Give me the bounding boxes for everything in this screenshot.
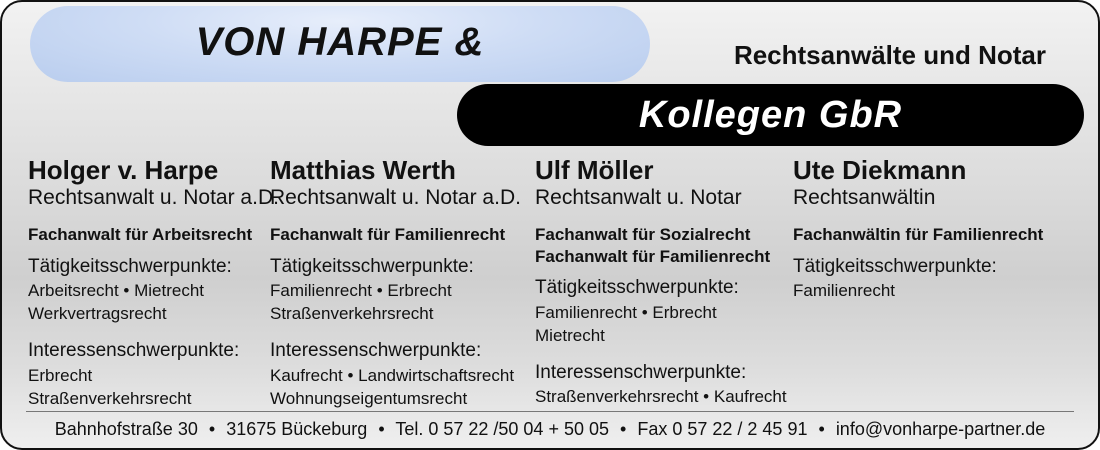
focus-item: Werkvertragsrecht (28, 304, 167, 324)
focus-list (535, 302, 787, 348)
footer-separator: • (208, 419, 216, 439)
focus-list (28, 280, 264, 326)
focus-item: Familienrecht (793, 281, 896, 301)
lawyer-role: Rechtsanwalt u. Notar (535, 186, 742, 210)
lawyer-specialties (535, 224, 787, 267)
lawyer-specialties (270, 224, 529, 245)
lawyer-specialty: Fachanwalt für Arbeitsrecht (28, 225, 253, 245)
interest-item: Straßenverkehrsrecht • Kaufrecht (535, 387, 787, 407)
ad-header (2, 2, 1098, 152)
contact-footer (26, 411, 1074, 440)
footer-fax: Fax 0 57 22 / 2 45 91 (637, 419, 808, 439)
focus-item: Familienrecht • Erbrecht (270, 281, 452, 301)
lawyer-card (2, 155, 279, 409)
focus-title: Tätigkeitsschwerpunkte: (28, 255, 232, 277)
focus-title: Tätigkeitsschwerpunkte: (793, 255, 997, 277)
footer-separator: • (818, 419, 825, 439)
lawyer-card (270, 157, 535, 409)
lawyer-specialty: Fachanwalt für Familienrecht (270, 225, 506, 245)
firm-name-pill-primary (30, 6, 650, 82)
lawyer-specialty: Fachanwalt für Sozialrecht (535, 225, 751, 245)
lawyer-specialty: Fachanwalt für Familienrecht (535, 246, 771, 266)
interest-item: Kaufrecht • Landwirtschaftsrecht (270, 366, 515, 386)
lawyer-name: Matthias Werth (270, 155, 456, 185)
footer-address: Bahnhofstraße 30 (54, 419, 198, 439)
firm-name-line1: VON HARPE & (195, 20, 485, 64)
interest-list (535, 386, 787, 409)
lawyer-specialties (28, 224, 264, 245)
interest-title: Interessenschwerpunkte: (270, 340, 482, 362)
focus-item: Arbeitsrecht • Mietrecht (28, 281, 205, 301)
firm-name-line2: Kollegen GbR (638, 94, 903, 136)
footer-city: 31675 Bückeburg (226, 419, 368, 439)
firm-name-pill-secondary (457, 84, 1084, 146)
footer-separator: • (620, 419, 627, 439)
lawyer-specialty: Fachanwältin für Familienrecht (793, 225, 1044, 245)
interest-item: Straßenverkehrsrecht (28, 389, 192, 409)
focus-list (793, 280, 1072, 303)
lawyer-role: Rechtsanwältin (793, 186, 936, 210)
footer-email[interactable]: info@vonharpe-partner.de (835, 419, 1046, 439)
lawyer-name: Holger v. Harpe (28, 155, 219, 185)
interest-list (270, 365, 529, 411)
focus-item: Familienrecht • Erbrecht (535, 302, 717, 322)
firm-subtitle: Rechtsanwälte und Notar (733, 40, 1046, 70)
lawyer-specialties (793, 224, 1072, 245)
lawyer-name: Ute Diekmann (793, 155, 967, 185)
lawyer-columns (2, 157, 1098, 409)
footer-phone: Tel. 0 57 22 /50 04 + 50 05 (395, 419, 609, 439)
interest-item: Wohnungseigentumsrecht (270, 389, 468, 409)
interest-item: Erbrecht (28, 366, 93, 386)
focus-title: Tätigkeitsschwerpunkte: (270, 255, 474, 277)
footer-separator: • (378, 419, 385, 439)
lawyer-role: Rechtsanwalt u. Notar a.D. (28, 186, 279, 210)
interest-title: Interessenschwerpunkte: (535, 361, 747, 383)
focus-item: Straßenverkehrsrecht (270, 304, 434, 324)
interest-list (28, 365, 264, 411)
lawyer-role: Rechtsanwalt u. Notar a.D. (270, 186, 521, 210)
lawyer-name: Ulf Möller (535, 155, 654, 185)
focus-list (270, 280, 529, 326)
interest-title: Interessenschwerpunkte: (28, 340, 240, 362)
focus-title: Tätigkeitsschwerpunkte: (535, 276, 739, 298)
focus-item: Mietrecht (535, 325, 605, 345)
lawyer-card (535, 157, 793, 409)
lawyer-card (793, 157, 1078, 409)
